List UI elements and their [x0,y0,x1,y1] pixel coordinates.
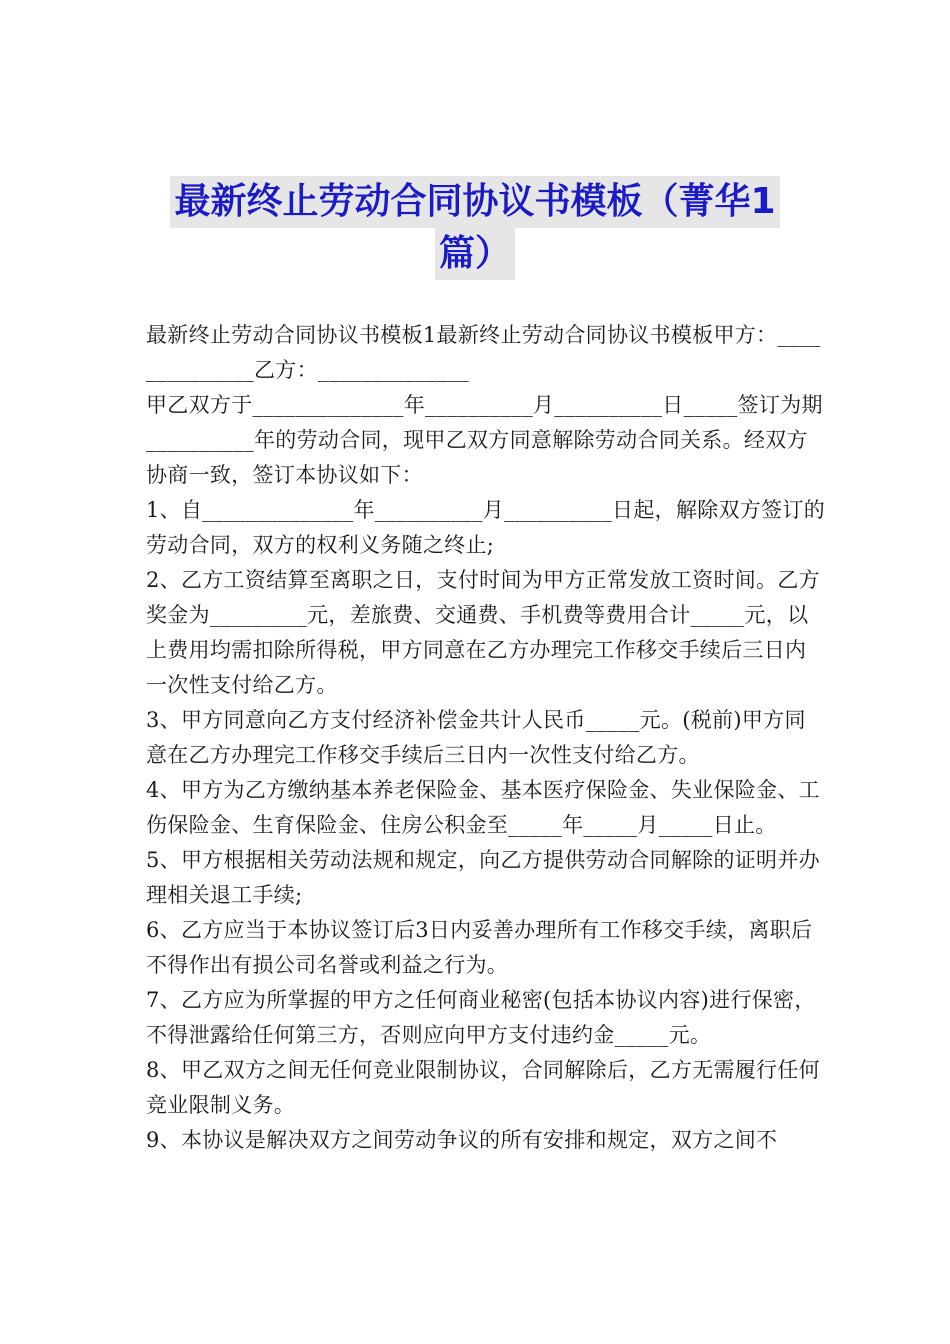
clause-9: 9、本协议是解决双方之间劳动争议的所有安排和规定，双方之间不 [146,1128,778,1152]
clause-5: 5、甲方根据相关劳动法规和规定，向乙方提供劳动合同解除的证明并办理相关退工手续; [146,848,820,907]
paragraph-preamble: 甲乙双方于______________年__________月__________日_____签订为期__________年的劳动合同，现甲乙双方同意解除劳动合同关系。经双方协商一致，签订本协议如下： [146,393,823,487]
clause-3: 3、甲方同意向乙方支付经济补偿金共计人民币_____元。(税前)甲方同意在乙方办理完工作移交手续后三日内一次性支付给乙方。 [146,708,806,767]
paragraph-intro: 最新终止劳动合同协议书模板1最新终止劳动合同协议书模板甲方：______________乙方：______________ [146,323,821,382]
clause-2: 2、乙方工资结算至离职之日，支付时间为甲方正常发放工资时间。乙方奖金为_________元，差旅费、交通费、手机费等费用合计_____元，以上费用均需扣除所得税，甲方同意在乙方办理完工作移交手续后三日内一次性支付给乙方。 [146,568,820,697]
title-line-2: 篇） [435,228,515,280]
document-title [0,176,950,280]
clause-8: 8、甲乙双方之间无任何竞业限制协议，合同解除后，乙方无需履行任何竞业限制义务。 [146,1058,820,1117]
document-body [146,318,826,1158]
clause-1: 1、自______________年__________月__________日起，解除双方签订的劳动合同，双方的权利义务随之终止; [146,498,826,557]
title-line-1: 最新终止劳动合同协议书模板（菁华1 [170,176,779,228]
clause-6: 6、乙方应当于本协议签订后3日内妥善办理所有工作移交手续，离职后不得作出有损公司名誉或利益之行为。 [146,918,813,977]
clause-4: 4、甲方为乙方缴纳基本养老保险金、基本医疗保险金、失业保险金、工伤保险金、生育保险金、住房公积金至_____年_____月_____日止。 [146,778,820,837]
clause-7: 7、乙方应为所掌握的甲方之任何商业秘密(包括本协议内容)进行保密，不得泄露给任何第三方，否则应向甲方支付违约金_____元。 [146,988,816,1047]
